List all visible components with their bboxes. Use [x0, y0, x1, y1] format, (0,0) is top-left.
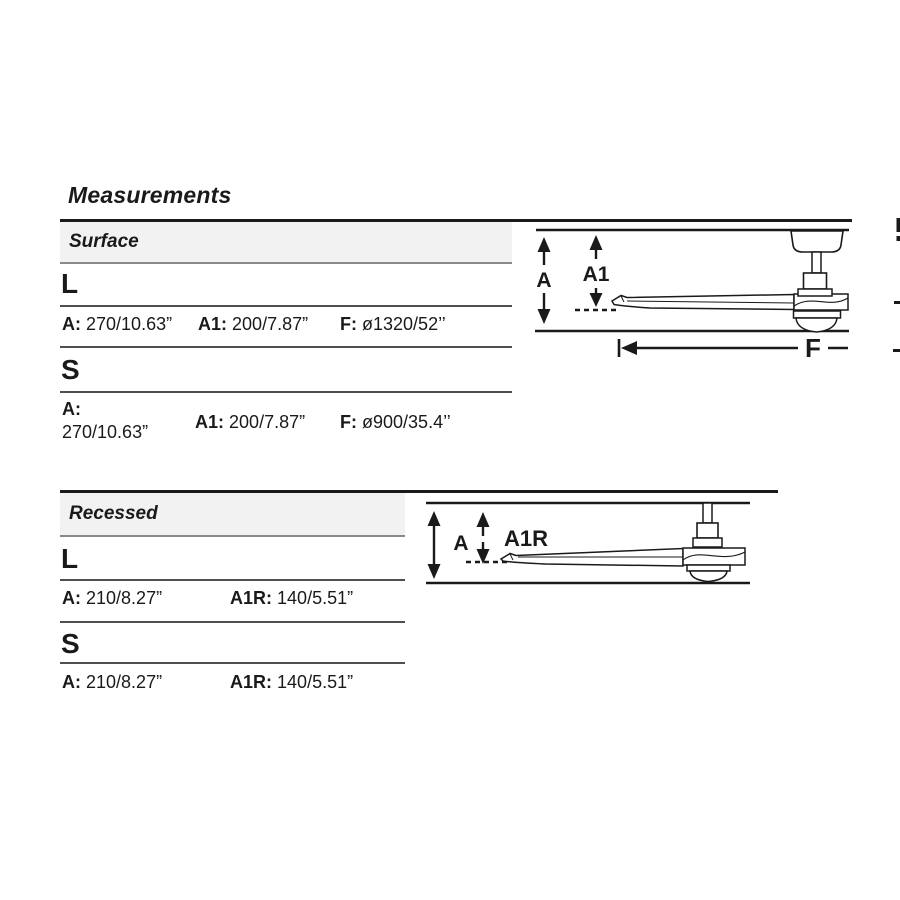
dimension-arrow-a-icon	[536, 237, 551, 324]
spec-label: F:	[340, 314, 357, 334]
fan-downrod	[703, 503, 712, 523]
surface-diagram	[530, 218, 900, 368]
fan-light-bowl	[690, 571, 727, 582]
spec-value: ø900/35.4’’	[362, 412, 451, 432]
spec-label: F:	[340, 412, 357, 432]
spec-value: 270/10.63”	[62, 422, 149, 442]
spec-label: A1:	[195, 412, 225, 432]
spec-value: 200/7.87”	[232, 314, 309, 334]
divider	[60, 346, 512, 348]
fan-downrod	[812, 252, 821, 273]
row-size-label: S	[61, 354, 80, 385]
spec-value: 200/7.87”	[229, 412, 306, 432]
spec-label: A1R:	[230, 672, 273, 692]
page-title: Measurements	[68, 182, 232, 208]
spec-cell	[62, 398, 148, 444]
divider	[60, 662, 405, 664]
dim-label-a1r: A1R	[504, 526, 549, 551]
spec-label: A:	[62, 314, 81, 334]
spec-cell	[62, 313, 172, 336]
dimension-arrow-a-icon	[428, 511, 469, 579]
surface-table-header	[60, 222, 512, 264]
recessed-header-label: Recessed	[69, 503, 158, 524]
spec-cell	[230, 587, 353, 610]
spec-cell	[62, 587, 162, 610]
spec-label: A1R:	[230, 588, 273, 608]
dimension-arrow-f-icon	[619, 333, 848, 363]
fan-motor-coupling	[697, 523, 718, 538]
spec-value: 270/10.63”	[86, 314, 173, 334]
spec-value: 140/5.51”	[277, 588, 354, 608]
cropped-edge-fragment	[894, 301, 900, 304]
cropped-edge-fragment	[897, 218, 900, 232]
spec-value: ø1320/52’’	[362, 314, 446, 334]
spec-cell	[340, 313, 446, 336]
spec-cell	[198, 313, 308, 336]
spec-value: 210/8.27”	[86, 588, 163, 608]
spec-label: A:	[62, 399, 81, 419]
spec-label: A:	[62, 672, 81, 692]
row-size-label: L	[61, 543, 79, 574]
spec-cell	[62, 671, 162, 694]
row-size-label: L	[61, 268, 79, 299]
fan-canopy	[791, 231, 843, 252]
fan-motor-coupling	[804, 273, 827, 289]
dim-label-f: F	[805, 333, 821, 363]
spec-cell	[340, 411, 451, 434]
divider	[60, 579, 405, 581]
fan-motor-flange	[693, 538, 722, 547]
spec-label: A:	[62, 588, 81, 608]
cropped-edge-fragment	[893, 349, 900, 352]
recessed-diagram	[418, 494, 758, 590]
spec-value: 210/8.27”	[86, 672, 163, 692]
spec-cell	[230, 671, 353, 694]
cropped-edge-fragment	[897, 236, 900, 241]
dim-label-a: A	[453, 532, 469, 555]
fan-light-rim	[794, 311, 841, 318]
fan-side-view	[612, 231, 848, 332]
dimension-arrow-a1-icon	[583, 235, 610, 307]
fan-blade-right	[683, 548, 745, 565]
spec-label: A1:	[198, 314, 228, 334]
row-size-label: S	[61, 628, 80, 659]
divider	[60, 391, 512, 393]
dim-label-a1: A1	[582, 263, 610, 286]
divider	[60, 305, 512, 307]
surface-header-label: Surface	[69, 231, 139, 252]
spec-cell	[195, 411, 305, 434]
divider	[60, 621, 405, 623]
fan-light-rim	[687, 565, 730, 571]
fan-motor-flange	[798, 289, 832, 296]
dim-label-a: A	[536, 269, 552, 292]
recessed-table-header	[60, 493, 405, 537]
spec-value: 140/5.51”	[277, 672, 354, 692]
